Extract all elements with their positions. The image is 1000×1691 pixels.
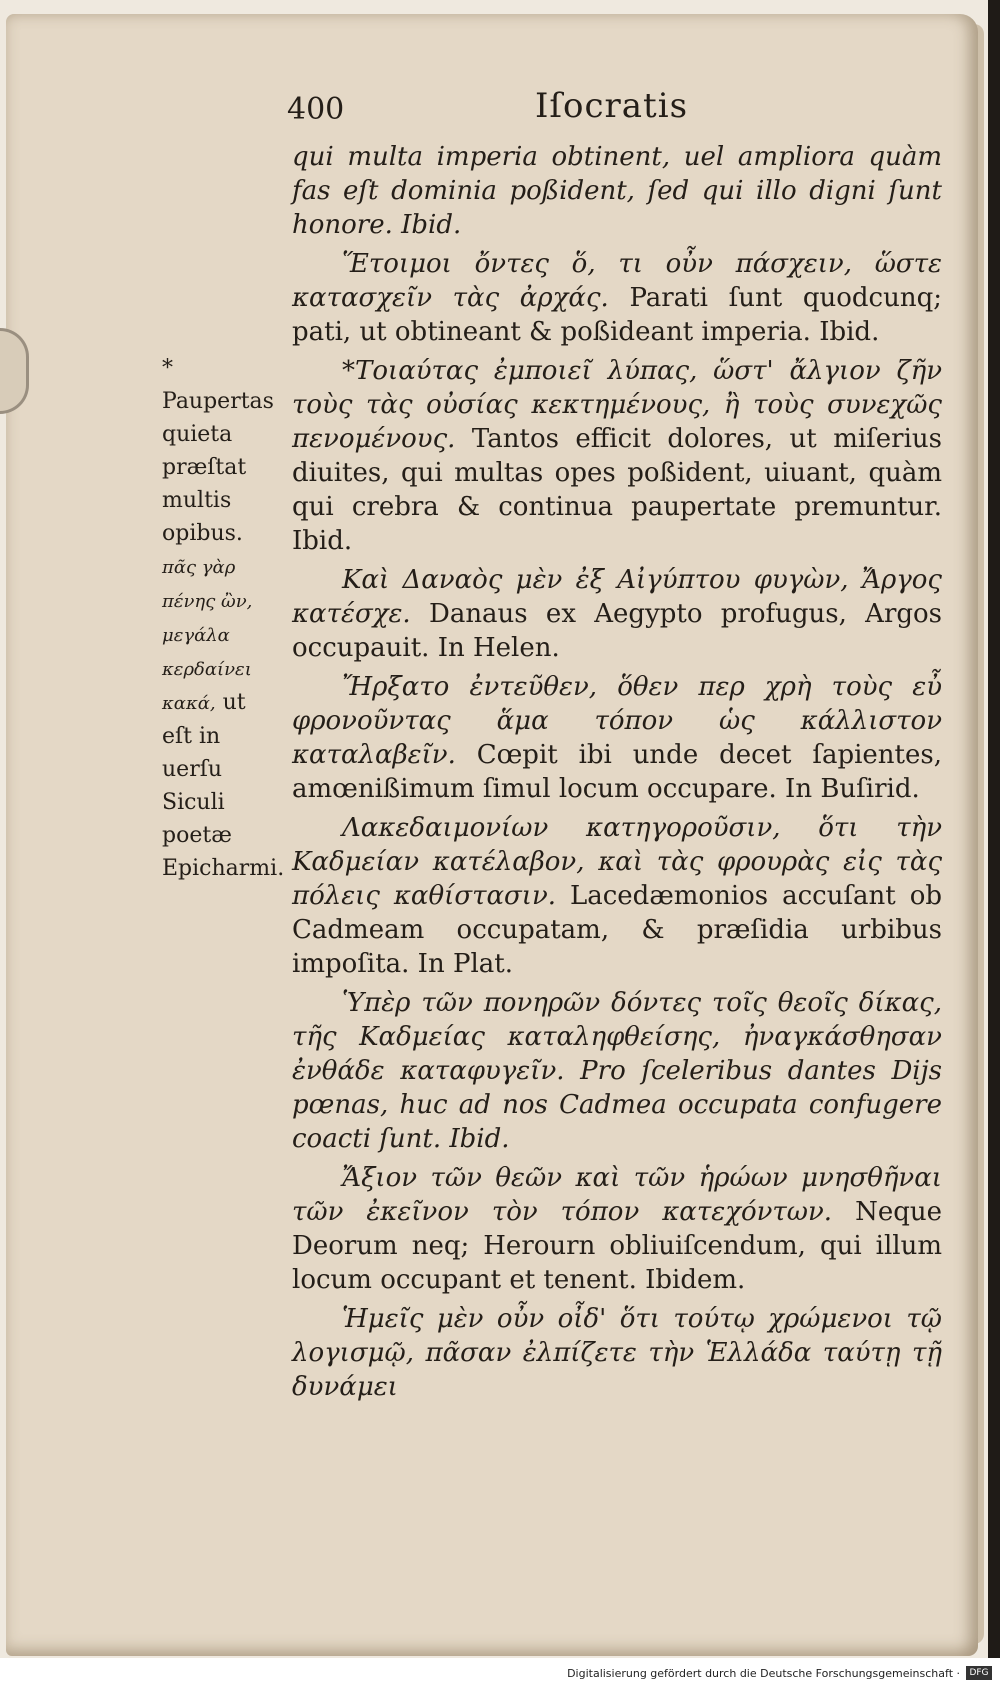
- footer-bar: [0, 1658, 1000, 1691]
- greek-text: Ἤρξατο ἐντεῦθεν, ὅθεν περ χρὴ τοὺς εὖ φρονοῦντας ἅμα τόπον ὡς κάλλιστον καταλαβεῖν.: [292, 672, 942, 770]
- page-number: 400: [287, 92, 345, 127]
- latin-text: Tantos efficit dolores, ut miſerius diuites, qui multas opes poßident, uiuant, quàm qui crebra & continua paupertate premuntur. Ibid.: [292, 424, 942, 556]
- greek-text: *Τοιαύτας ἐμποιεῖ λύπας, ὥστ' ἄλγιον ζῆν τοὺς τὰς οὐσίας κεκτημένους, ἢ τοὺς συνεχῶς πενομένους.: [292, 356, 942, 454]
- running-title: Iſocratis: [535, 86, 689, 126]
- paragraph-7: [292, 986, 942, 1156]
- paragraph-3: [292, 354, 942, 558]
- scan-dark-edge: [988, 0, 1000, 1691]
- paragraph-9: [292, 1302, 942, 1404]
- paragraph-6: [292, 811, 942, 981]
- latin-text: Pro ſceleribus dantes Dijs pœnas, huc ad nos Cadmea occupata confugere coacti ſunt. Ibid.: [292, 1056, 943, 1154]
- margin-note-latin: * Paupertas quieta præſtat multis opibus.: [162, 356, 274, 546]
- margin-note-greek: πᾶς γὰρ πένης ὢν, μεγάλα κερδαίνει κακά,: [162, 557, 253, 714]
- latin-text: Danaus ex Aegypto profugus, Argos occupauit. In Helen.: [292, 599, 943, 663]
- paragraph-1: [292, 140, 942, 242]
- latin-text: Neque Deorum neq; Herourn obliuiſcendum, qui illum locum occupant et tenent. Ibidem.: [292, 1197, 943, 1295]
- greek-text: Ἄξιον τῶν θεῶν καὶ τῶν ἡρώων μνησθῆναι τῶν ἐκεῖνον τὸν τόπον κατεχόντων.: [292, 1163, 942, 1227]
- dfg-logo: DFG: [966, 1666, 992, 1680]
- latin-text: Parati ſunt quodcunq; pati, ut obtineant & poßideant imperia. Ibid.: [292, 283, 942, 347]
- latin-text: qui multa imperia obtinent, uel ampliora quàm fas eſt dominia poßident, ſed qui illo digni ſunt honore. Ibid.: [292, 142, 942, 240]
- main-text: [292, 140, 942, 1409]
- paragraph-5: [292, 670, 942, 806]
- greek-text: Καὶ Δαναὸς μὲν ἐξ Αἰγύπτου φυγὼν, Ἄργος κατέσχε.: [292, 565, 942, 629]
- paragraph-4: [292, 563, 942, 665]
- latin-text: Lacedæmonios accuſant ob Cadmeam occupatam, & præſidia urbibus impoſita. In Plat.: [292, 881, 942, 979]
- paragraph-8: [292, 1161, 942, 1297]
- margin-note-latin-end: ut eſt in uerſu Siculi poetæ Epicharmi.: [162, 690, 285, 881]
- paragraph-2: [292, 247, 942, 349]
- funding-credit: Digitalisierung gefördert durch die Deutsche Forschungsgemeinschaft ·: [567, 1667, 960, 1680]
- greek-text: Ἕτοιμοι ὄντες ὅ, τι οὖν πάσχειν, ὥστε κατασχεῖν τὰς ἀρχάς.: [292, 249, 942, 313]
- greek-text: Ὑπὲρ τῶν πονηρῶν δόντες τοῖς θεοῖς δίκας, τῆς Καδμείας καταληφθείσης, ἠναγκάσθησαν ἐνθάδε καταφυγεῖν.: [292, 988, 942, 1086]
- latin-text: Cœpit ibi unde decet ſapientes, amœnißimum ſimul locum occupare. In Buſirid.: [292, 740, 942, 804]
- greek-text: Λακεδαιμονίων κατηγοροῦσιν, ὅτι τὴν Καδμείαν κατέλαβον, καὶ τὰς φρουρὰς εἰς τὰς πόλεις καθίστασιν.: [292, 813, 942, 911]
- margin-note: [162, 352, 285, 885]
- greek-text: Ἡμεῖς μὲν οὖν οἶδ' ὅτι τούτῳ χρώμενοι τῷ λογισμῷ, πᾶσαν ἐλπίζετε τὴν Ἑλλάδα ταύτῃ τῇ δυνάμει: [292, 1304, 942, 1402]
